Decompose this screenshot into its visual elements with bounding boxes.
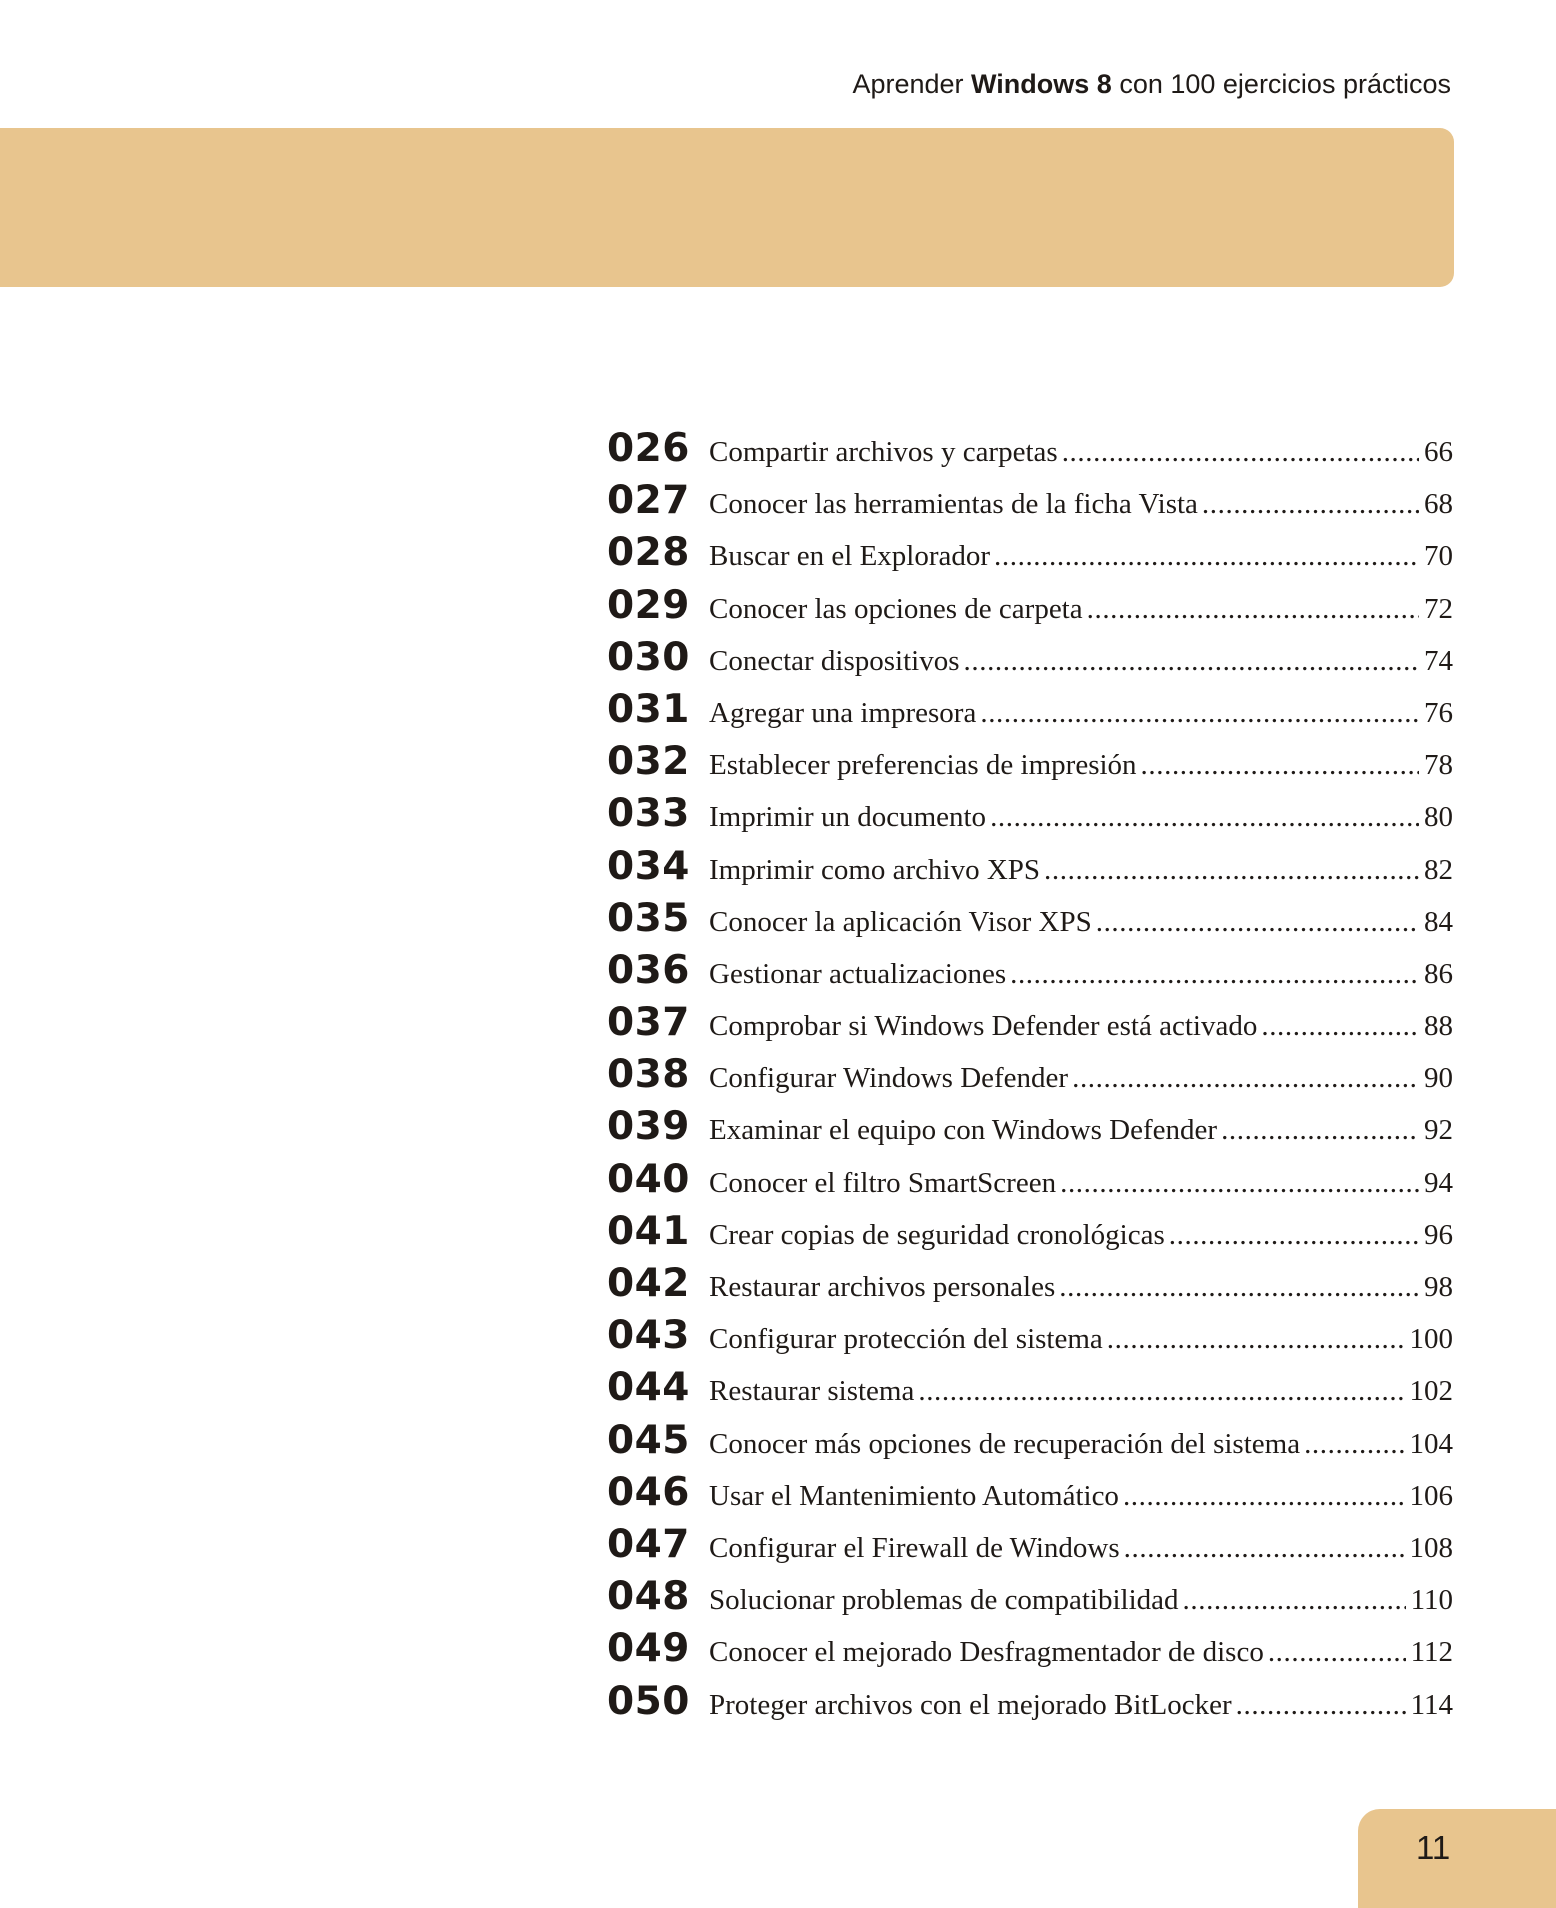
toc-entry	[607, 844, 1453, 896]
toc-entry-title: Proteger archivos con el mejorado BitLocker	[709, 1688, 1232, 1721]
toc-entry	[607, 1470, 1453, 1522]
running-header	[852, 64, 1451, 104]
toc-entry-page: 86	[1424, 957, 1453, 990]
toc-entry-title: Establecer preferencias de impresión	[709, 749, 1137, 782]
toc-entry-number: 048	[607, 1574, 690, 1620]
toc-dot-leader	[980, 697, 1419, 730]
toc-entry	[607, 739, 1453, 791]
toc-entry-page: 78	[1424, 749, 1453, 782]
toc-entry-title: Solucionar problemas de compatibilidad	[709, 1584, 1179, 1617]
toc-entry-title: Imprimir como archivo XPS	[709, 853, 1041, 886]
toc-dot-leader	[1169, 1219, 1419, 1252]
toc-entry-number: 050	[607, 1678, 690, 1724]
toc-entry-title: Configurar el Firewall de Windows	[709, 1531, 1120, 1564]
toc-entry	[607, 1679, 1453, 1731]
toc-entry	[607, 1313, 1453, 1365]
toc-entry-page: 66	[1424, 436, 1453, 468]
toc-entry-title: Conocer la aplicación Visor XPS	[709, 905, 1092, 938]
toc-entry-page: 92	[1424, 1114, 1453, 1147]
header-banner	[0, 128, 1454, 287]
toc-dot-leader	[1010, 958, 1419, 991]
toc-dot-leader	[1304, 1428, 1404, 1461]
toc-entry-page: 94	[1424, 1166, 1453, 1199]
toc-entry	[607, 896, 1453, 948]
toc-entry-page: 90	[1424, 1062, 1453, 1095]
toc-entry	[607, 1261, 1453, 1313]
toc-entry-number: 030	[607, 634, 690, 680]
toc-entry	[607, 1626, 1453, 1678]
toc-entry-number: 034	[607, 843, 690, 889]
toc-entry-number: 029	[607, 582, 690, 628]
toc-entry-title: Conectar dispositivos	[709, 644, 960, 677]
toc-entry-number: 043	[607, 1313, 690, 1359]
toc-entry-number: 026	[607, 426, 690, 471]
toc-entry-title: Conocer el filtro SmartScreen	[709, 1166, 1057, 1199]
header-title-bold: Windows 8	[971, 69, 1112, 99]
toc-entry-title: Gestionar actualizaciones	[709, 957, 1007, 990]
toc-entry	[607, 1522, 1453, 1574]
toc-entry-page: 74	[1424, 644, 1453, 677]
header-title-suffix: con 100 ejercicios prácticos	[1119, 69, 1451, 99]
toc-entry-page: 102	[1409, 1375, 1453, 1408]
toc-entry-number: 047	[607, 1521, 690, 1567]
toc-entry-number: 036	[607, 947, 690, 993]
toc-dot-leader	[1221, 1114, 1419, 1147]
toc-entry-title: Crear copias de seguridad cronológicas	[709, 1218, 1165, 1251]
toc-dot-leader	[1236, 1689, 1406, 1722]
toc-dot-leader	[1072, 1062, 1419, 1095]
toc-entry-title: Restaurar archivos personales	[709, 1271, 1056, 1303]
toc-entry-page: 76	[1424, 696, 1453, 729]
toc-entry	[607, 1365, 1453, 1417]
toc-entry-number: 041	[607, 1208, 690, 1254]
toc-entry-number: 028	[607, 530, 690, 576]
toc-entry-number: 032	[607, 739, 690, 785]
toc-entry-page: 98	[1424, 1271, 1453, 1303]
toc-dot-leader	[1062, 436, 1419, 469]
toc-entry-number: 045	[607, 1417, 690, 1463]
toc-dot-leader	[1261, 1010, 1419, 1043]
toc-entry-title: Restaurar sistema	[709, 1375, 915, 1408]
toc-entry-page: 114	[1410, 1688, 1453, 1721]
toc-entry-page: 104	[1409, 1427, 1453, 1460]
toc-entry-title: Imprimir un documento	[709, 801, 987, 834]
toc-entry	[607, 583, 1453, 635]
toc-entry-number: 037	[607, 1000, 690, 1046]
toc-entry-page: 80	[1424, 801, 1453, 834]
toc-dot-leader	[1087, 593, 1419, 626]
toc-entry-title: Examinar el equipo con Windows Defender	[709, 1114, 1218, 1147]
toc-entry-number: 044	[607, 1365, 690, 1411]
toc-entry-title: Conocer el mejorado Desfragmentador de disco	[709, 1636, 1264, 1669]
toc-entry-page: 110	[1410, 1584, 1453, 1617]
toc-dot-leader	[1268, 1636, 1406, 1669]
toc-entry	[607, 1104, 1453, 1156]
toc-entry	[607, 1000, 1453, 1052]
toc-entry-page: 112	[1410, 1636, 1453, 1669]
toc-entry	[607, 1052, 1453, 1104]
toc-entry	[607, 948, 1453, 1000]
toc-entry-number: 027	[607, 478, 690, 524]
toc-dot-leader	[1096, 906, 1419, 939]
toc-entry-number: 038	[607, 1052, 690, 1098]
toc-entry	[607, 1209, 1453, 1261]
toc-entry	[607, 530, 1453, 582]
table-of-contents	[607, 426, 1453, 1731]
toc-entry-number: 033	[607, 791, 690, 837]
toc-entry-page: 88	[1424, 1010, 1453, 1043]
toc-entry	[607, 1418, 1453, 1470]
toc-entry-title: Conocer las herramientas de la ficha Vista	[709, 488, 1198, 521]
header-title-prefix: Aprender	[852, 69, 964, 99]
toc-dot-leader	[1141, 749, 1419, 782]
toc-entry	[607, 426, 1453, 478]
toc-entry-title: Comprobar si Windows Defender está activado	[709, 1010, 1258, 1043]
toc-entry	[607, 478, 1453, 530]
toc-entry-number: 042	[607, 1261, 690, 1306]
toc-entry-page: 106	[1409, 1479, 1453, 1512]
toc-entry-page: 68	[1424, 488, 1453, 521]
toc-dot-leader	[1183, 1584, 1406, 1617]
toc-dot-leader	[1123, 1480, 1405, 1513]
toc-entry	[607, 635, 1453, 687]
toc-dot-leader	[1044, 854, 1419, 887]
toc-entry	[607, 687, 1453, 739]
toc-entry	[607, 1574, 1453, 1626]
page-number-tab	[1358, 1809, 1556, 1908]
toc-entry-number: 039	[607, 1104, 690, 1150]
toc-entry-number: 049	[607, 1626, 690, 1672]
toc-entry-title: Configurar protección del sistema	[709, 1323, 1103, 1356]
toc-dot-leader	[964, 645, 1419, 678]
toc-dot-leader	[1124, 1532, 1405, 1565]
toc-entry-title: Compartir archivos y carpetas	[709, 436, 1058, 468]
toc-entry-page: 100	[1409, 1323, 1453, 1356]
toc-entry-number: 046	[607, 1469, 690, 1515]
toc-entry-number: 040	[607, 1156, 690, 1202]
toc-dot-leader	[1202, 488, 1419, 521]
toc-entry-number: 035	[607, 895, 690, 941]
toc-entry	[607, 1157, 1453, 1209]
toc-entry-page: 108	[1409, 1531, 1453, 1564]
toc-entry-page: 72	[1424, 592, 1453, 625]
toc-entry-title: Usar el Mantenimiento Automático	[709, 1479, 1119, 1512]
toc-entry-page: 84	[1424, 905, 1453, 938]
toc-dot-leader	[1107, 1323, 1405, 1356]
toc-entry-title: Conocer las opciones de carpeta	[709, 592, 1083, 625]
toc-entry-title: Conocer más opciones de recuperación del sistema	[709, 1427, 1301, 1460]
toc-entry-title: Configurar Windows Defender	[709, 1062, 1069, 1095]
page-number: 11	[1416, 1829, 1451, 1866]
toc-dot-leader	[1059, 1271, 1419, 1304]
toc-entry-title: Buscar en el Explorador	[709, 540, 991, 573]
toc-entry-title: Agregar una impresora	[709, 696, 977, 729]
toc-entry	[607, 791, 1453, 843]
toc-dot-leader	[994, 540, 1419, 573]
toc-entry-page: 82	[1424, 853, 1453, 886]
toc-entry-number: 031	[607, 686, 690, 732]
toc-dot-leader	[990, 801, 1419, 834]
toc-entry-page: 70	[1424, 540, 1453, 573]
toc-dot-leader	[918, 1375, 1404, 1408]
toc-dot-leader	[1060, 1167, 1419, 1200]
toc-entry-page: 96	[1424, 1218, 1453, 1251]
